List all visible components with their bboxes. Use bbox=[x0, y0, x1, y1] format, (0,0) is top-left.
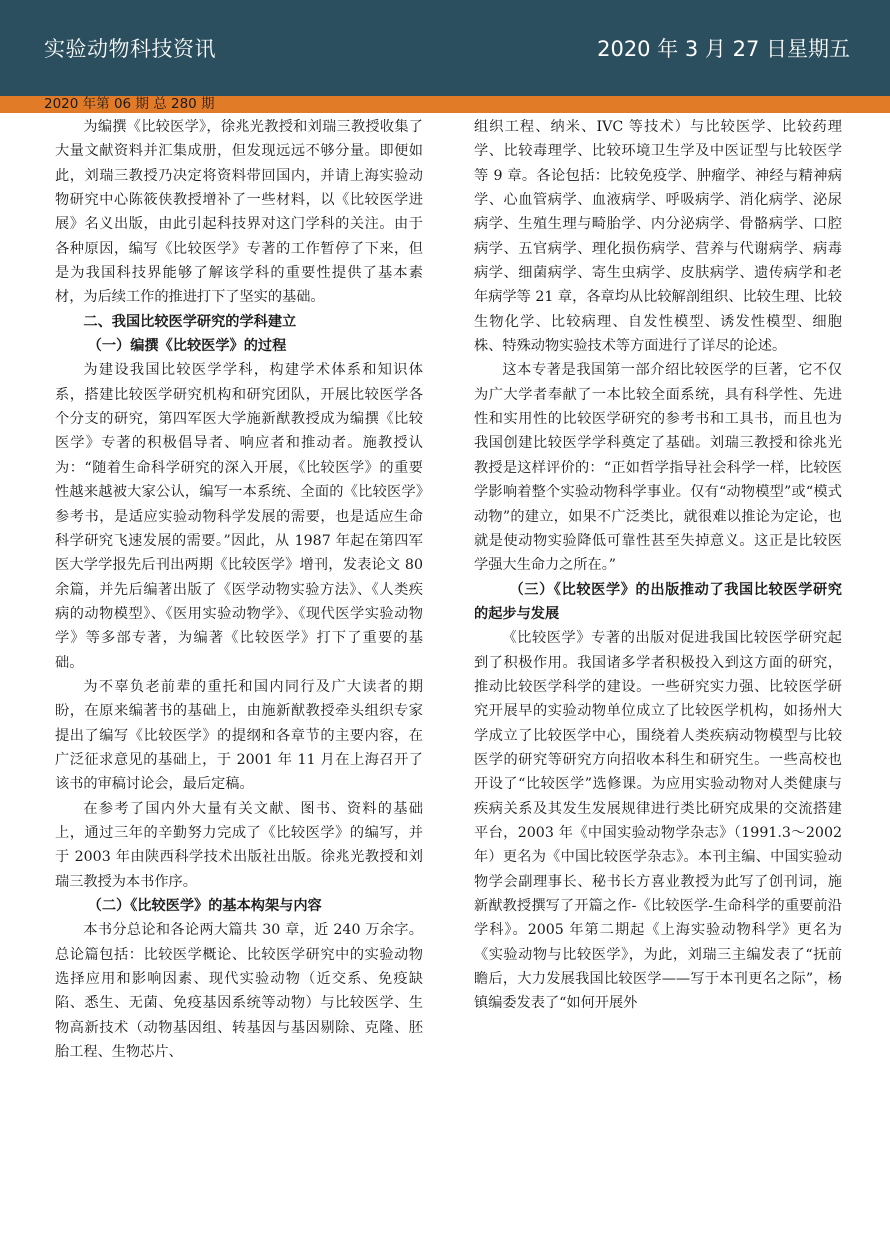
paragraph: 为建设我国比较医学学科，构建学术体系和知识体系，搭建比较医学研究机构和研究团队，开展比较医学各个分支的研究，第四军医大学施新猷教授成为编撰《比较医学》专著的积极倡导者、响应者和推动者。施教授认为：“随着生命科学研究的深入开展，《比较医学》的重要性越来越被大家公认，编写一本系统、全面的《比较医学》参考书，是适应实验动物科学发展的需要，也是适应生命科学研究飞速发展的需要。”因此，从 1987 年起在第四军医大学学报先后刊出两期《比较医学》增刊，发表论文 80 余篇，并先后编著出版了《医学动物实验方法》、《人类疾病的动物模型》、《医用实验动物学》、《现代医学实验动物学》等多部专著，为编著《比较医学》打下了重要的基础。 bbox=[55, 362, 423, 671]
subsection-heading: （一）编撰《比较医学》的过程 bbox=[87, 338, 287, 355]
paragraph: 《比较医学》专著的出版对促进我国比较医学研究起到了积极作用。我国诸多学者积极投入到这方面的研究，推动比较医学科学的建设。一些研究实力强、比较医学研究开展早的实验动物单位成立了比较医学机构，如扬州大学成立了比较医学中心，围绕着人类疾病动物模型与比较医学的研究等研究方向招收本科生和研究生。一些高校也开设了“比较医学”选修课。为应用实验动物对人类健康与疾病关系及其发生发展规律进行类比研究成果的交流搭建平台，2003 年《中国实验动物学杂志》（1991.3～2002 年）更名为《中国比较医学杂志》。本刊主编、中国实验动物学会副理事长、秘书长方喜业教授为此写了创刊词，施新猷教授撰写了开篇之作-《比较医学-生命科学的重要前沿学科》。2005 年第二期起《上海实验动物科学》更名为《实验动物与比较医学》，为此，刘瑞三主编发表了“抚前瞻后，大力发展我国比较医学——写于本刊更名之际”，杨镇编委发表了“如何开展外 bbox=[474, 630, 843, 1012]
paragraph: 为不辜负老前辈的重托和国内同行及广大读者的期盼，在原来编著书的基础上，由施新猷教授牵头组织专家提出了编写《比较医学》的提纲和各章节的主要内容，在广泛征求意见的基础上，于 2001 年 11 月在上海召开了该书的审稿讨论会，最后定稿。 bbox=[55, 678, 423, 793]
left-column bbox=[55, 115, 423, 1064]
paragraph: 本书分总论和各论两大篇共 30 章，近 240 万余字。总论篇包括：比较医学概论、比较医学研究中的实验动物选择应用和影响因素、现代实验动物（近交系、免疫缺陷、悉生、无菌、免疫基因系统等动物）与比较医学、生物高新技术（动物基因组、转基因与基因剔除、克隆、胚胎工程、生物芯片、 bbox=[55, 922, 423, 1061]
section-heading: 二、我国比较医学研究的学科建立 bbox=[83, 313, 297, 330]
issue-number: 2020 年第 06 期 总 280 期 bbox=[44, 96, 215, 112]
page-header bbox=[0, 0, 890, 96]
publication-date: 2020 年 3 月 27 日星期五 bbox=[597, 37, 850, 61]
paragraph: 组织工程、纳米、IVC 等技术）与比较医学、比较药理学、比较毒理学、比较环境卫生学及中医证型与比较医学等 9 章。各论包括：比较免疫学、肿瘤学、神经与精神病学、心血管病学、血液病学、呼吸病学、消化病学、泌尿病学、生殖生理与畸胎学、内分泌病学、骨骼病学、口腔病学、五官病学、理化损伤病学、营养与代谢病学、病毒病学、细菌病学、寄生虫病学、皮肤病学、遗传病学和老年病学等 21 章，各章均从比较解剖组织、比较生理、比较生物化学、比较病理、自发性模型、诱发性模型、细胞株、特殊动物实验技术等方面进行了详尽的论述。 bbox=[474, 119, 842, 355]
subsection-heading: （二）《比较医学》的基本构架与内容 bbox=[87, 898, 322, 914]
issue-bar bbox=[0, 96, 890, 113]
paragraph: 这本专著是我国第一部介绍比较医学的巨著，它不仅为广大学者奉献了一本比较全面系统，具有科学性、先进性和实用性的比较医学研究的参考书和工具书，而且也为我国创建比较医学学科奠定了基础。刘瑞三教授和徐兆光教授是这样评价的：“正如哲学指导社会科学一样，比较医学影响着整个实验动物科学事业。仅有“动物模型”或“模式动物”的建立，如果不广泛类比，就很难以推论为定论，也就是使动物实验降低可靠性甚至失掉意义。这正是比较医学强大生命力之所在。” bbox=[474, 362, 842, 574]
subsection-heading: （三）《比较医学》的出版推动了我国比较医学研究的起步与发展 bbox=[474, 581, 842, 622]
paragraph: 在参考了国内外大量有关文献、图书、资料的基础上，通过三年的辛勤努力完成了《比较医学》的编写，并于 2003 年由陕西科学技术出版社出版。徐兆光教授和刘瑞三教授为本书作序。 bbox=[55, 800, 423, 890]
right-column bbox=[474, 115, 842, 1016]
publication-title: 实验动物科技资讯 bbox=[44, 37, 216, 61]
paragraph: 为编撰《比较医学》，徐兆光教授和刘瑞三教授收集了大量文献资料并汇集成册，但发现远远不够分量。即便如此，刘瑞三教授乃决定将资料带回国内，并请上海实验动物研究中心陈筱侠教授增补了一些材料，以《比较医学进展》名义出版，由此引起科技界对这门学科的关注。由于各种原因，编写《比较医学》专著的工作暂停了下来，但是为我国科技界能够了解该学科的重要性提供了基本素材，为后续工作的推进打下了坚实的基础。 bbox=[55, 119, 423, 306]
